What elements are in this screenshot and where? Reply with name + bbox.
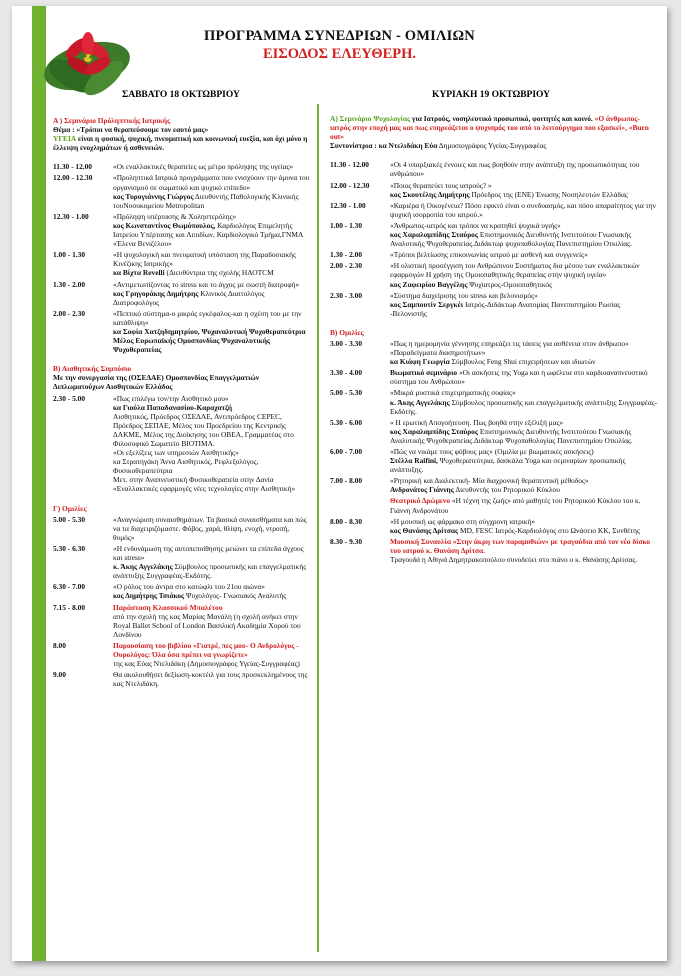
sunday-column (330, 114, 658, 564)
health-definition: ΥΓΕΙΑ είναι η φυσική, ψυχική, πνευματική και κοινωνική ευεξία, και όχι μόνο η έλλειψη ενοχλημάτων ή ασθενειών. (53, 134, 308, 153)
schedule-row: 3.30 - 4.00 Βιωματικό σεμινάριο «Οι ασκήσεις της Yoga και η ωφέλεια στο καρδιοαναπνευστικό σύστημα του Ανθρώπου» (330, 368, 648, 387)
page-title: ΠΡΟΓΡΑΜΜΑ ΣΥΝΕΔΡΙΩΝ - ΟΜΙΛΙΩΝ (204, 28, 475, 44)
schedule-row: Θεατρικό Δρώμενο «Η τέχνη της ζωής» από μαθητές του Ρητορικού Κύκλου του κ. Γιάννη Ανδρονάτου (390, 496, 641, 515)
schedule-row: 5.00 - 5.30 «Αναγνώριση συναισθημάτων. Τα βασικά συναισθήματα και πώς να τα διαχειριζόμαστε. Φόβος, χαρά, θλίψη, ενοχή, ντροπή, θυμός» (53, 514, 307, 542)
schedule-row: 12.00 - 12.30 «Ποιος θεραπεύει τους ιατρούς? » κος Σκουτέλης Δημήτρης Πρόεδρος της (ΕΝΕ) Ένωσης Νοσηλευτών Ελλάδας (330, 180, 628, 199)
schedule-row: 1.30 - 2.00 «Τρόποι βελτίωσης επικοινωνίας ιατρού με ασθενή και συγγενείς» (330, 250, 588, 260)
sunday-heading: ΚΥΡΙΑΚΗ 19 ΟΚΤΩΒΡΙΟΥ (432, 90, 551, 100)
schedule-row: 2.00 - 2.30 «Πεπτικό σύστημα-ο μικρός εγκέφαλος-και η σχέση του με την κατάθλιψη» κα Σοφία Χατζηδημητρίου, Ψυχαναλυτική Ψυχοθεραπεύτρια Μέλος Ευρωπαϊκής Ομοσπονδίας Ψυχαναλυτικής Ψυχοθεραπείας (53, 308, 306, 355)
column-divider (317, 104, 319, 952)
section-a-title: Α) Σεμινάριο Ψυχολογίας για Ιατρούς, νοσηλευτικό προσωπικό, φοιτητές και κοινό. «Ο άνθρωπος-ιατρός στην εποχή μας και πως επηρεάζεται ο ψυχισμός του από το λειτούργημα που εξασκεί», «Burn out» (330, 114, 649, 142)
section-g-title: Γ) Ομιλίες (53, 503, 87, 513)
schedule-row: 1.00 - 1.30 «Η ψυχολογική και πνευματική υπόσταση της Παραδοσιακής Κινέζικης Ιατρικής» κα Βίχτα Revelli (Διευθύντρια της σχολής ΗΑΟTCM (53, 250, 296, 278)
schedule-row: 12.30 - 1.00 «Καριέρα ή Οικογένεια? Πόσο εφικτό είναι ο συνδυασμός, και πόσο απαραίτητος για την ψυχική ισορροπία του ιατρού.» (330, 200, 656, 219)
saturday-heading: ΣΑΒΒΑΤΟ 18 ΟΚΤΩΒΡΙΟΥ (122, 90, 240, 100)
green-side-bar (32, 6, 46, 961)
schedule-row: 8.30 - 9.30 Μουσική Συναυλία «Στην άκρη των παραμυθιών» με τραγούδια από τον νέο δίσκο του ιατρού κ. Θανάση Δρίτσα. Τραγουδά η Αθηνά Δημητρακοπούλου συνοδεύει στο πιάνο ο κ. Θανάσης Δρίτσας. (330, 536, 651, 565)
schedule-row: 12.00 - 12.30 «Προληπτικά Ιατρικά προγράμματα που ενισχύουν την άμυνα του οργανισμού σε σωματικό και ψυχικό επίπεδο» κος Τυρογιάννης Γιώργος Διευθυντής Παθολογικής Κλινικής τουΝοσοκομείου Metropolitan (53, 173, 310, 210)
schedule-row: 6.30 - 7.00 «Ο ρόλος του άντρα στο κατώφλι του 21ου αιώνα» κος Δημήτρης Τσιάκος Ψυχολόγος- Γνωσιακός Αναλυτής (53, 582, 287, 601)
section-b-subtitle: Με την συνεργασία της (ΟΣΕΔΑΕ) Ομοσπονδίας Επαγγελματιών Διπλωματούχων Αισθητικών Ελλάδος (53, 373, 260, 392)
schedule-row: 11.30 - 12.00 «Οι 4 υπαρξιακές έννοιες και πως βοηθούν στην ανάπτυξη της προσωπικότητας του ανθρώπου» (330, 160, 640, 179)
schedule-row: 1.30 - 2.00 «Αντιμετωπίζοντας το stress και το άγχος με σωστή διατροφή» κος Γρηγοράκης Δημήτρης Κλινικός Διαιτολόγος Διατροφολόγος (53, 279, 300, 307)
schedule-row: 8.00 - 8.30 «Η μουσική ως φάρμακο στη σύγχρονη ιατρική» κος Θανάσης Δρίτσας MD, FESC Ιατρός-Καρδιολόγος στο Ωνάσειο ΚΚ, Συνθέτης (330, 516, 640, 535)
schedule-row: 5.30 - 6.30 «Η ενδυνάμωση της αυτοπεποίθησης μειώνει τα επίπεδα άγχους και stress» κ. Άκης Αγγελάκης Σύμβουλος προσωπικής και επαγγελματικής ανάπτυξης Συγγραφέας-Εκδότης. (53, 543, 307, 581)
coordinator: Συντονίστρια : κα Ντελιδάκη Εύα Δημοσιογράφος Υγείας-Συγγραφέας (330, 141, 547, 151)
saturday-column (53, 114, 311, 688)
schedule-row: 3.00 - 3.30 «Πως η ημερομηνία γέννησης επηρεάζει τις τάσεις για ασθένεια στον άνθρωπο» «Παραδείγματα διασημοτήτων» κα Κιάφη Γεωργία Σύμβουλος Feng Shui επιχειρήσεων και ιδιωτών (330, 338, 629, 367)
schedule-row: 8.00 Παρουσίαση του βιβλίου «Γιατρέ, πες μου- Ο Ανδρολόγος - Ουρολόγος: Όλα όσα πρέπει να γνωρίζετε» της κας Εύας Ντελιδάκη (Δημοσιογράφος Υγείας-Συγγραφέας) (53, 640, 300, 669)
schedule-row: 7.15 - 8.00 Παράσταση Κλασσικού Μπαλέτου από την σχολή της κας Μαρίας Μανάλη (η σχολή ανήκει στην Royal Ballet School of London Βασιλική Ακαδημία Χορού του Λονδίνου (53, 602, 301, 639)
schedule-row: 5.30 - 6.00 « Η ερωτική Απογοήτευση. Πως βοηθά στην εξέλιξή μας» κος Χαραλαμπίδης Σταύρος Επιστημονικός Διευθυντής Ινστιτούτου Γνωσιακής Αναλυτικής Ψυχοθεραπείας.Διδάκτωρ Ψυχοπαθολογίας Πανεπιστημίου Οτκιλίας. (330, 417, 633, 445)
schedule-row: 2.00 - 2.30 «Η ολιστική προσέγγιση του Ανθρώπινου Συστήματος δια μέσου των εναλλακτικών εφαρμογών Η χρήση της Ομοιοπαθητικής θεραπείας στην ψυχική υγεία» κος Ζαφειρίου Βαγγέλης Ψυχίατρος-Ομοιοπαθητικός (330, 261, 640, 289)
schedule-row: 11.30 - 12.00 «Οι εναλλακτικές θεραπείες ως μέτρο πρόληψης της υγείας» (53, 162, 294, 172)
schedule-row: 12.30 - 1.00 «Πρόληψη υπέρτασης & Χοληστερόλης» κος Κωνσταντίνος Θωμόπουλος, Καρδιολόγος Επιμελητής Ιατρείου Υπέρτασης και Λιπιδίων, Καρδιολογικό Τμήμα,ΓΝΜΑ «Έλενα Βενιζέλου» (53, 211, 303, 249)
page-subtitle: ΕΙΣΟΔΟΣ ΕΛΕΥΘΕΡΗ. (262, 46, 417, 62)
schedule-row: 6.00 - 7.00 «Πώς να νικάμε τους φόβους μας» (Ομιλία με βιωματικές ασκήσεις) Στέλλα Raifini, Ψυχοθεραπεύτρια, δασκάλα Yoga και σεμιναρίων προσωπικής ανάπτυξης. (330, 447, 626, 475)
schedule-row: 2.30 - 3.00 «Σύστημα διαχείρισης του stress και βελονισμός» κος Σαμπουτίν Σεργκέι Ιατρός-Διδάκτωρ Ανατομίας Πανεπιστημίου Ρωσίας -Βελονιστής (330, 290, 621, 318)
section-b-title: Β) Αισθητικής Συμπόσιο (53, 364, 132, 374)
section-a-theme: Θέμα : «Τρόποι να θεραπεύσουμε τον εαυτό μας» (53, 125, 209, 135)
schedule-row: 7.00 - 8.00 «Ρητορική και Διαλεκτική- Μία διαχρονική θεραπευτική μέθοδος» Ανδρονάτος Γιάννης Διευθυντής του Ρητορικού Κύκλου (330, 476, 589, 495)
program-page (12, 6, 667, 961)
section-b-title: Β) Ομιλίες (330, 327, 364, 337)
section-a-title: Α ) Σεμινάριο Πρόληπτικής Ιατρικής (53, 116, 171, 125)
schedule-row: 5.00 - 5.30 «Μικρά μυστικά επιχειρηματικής σοφίας» κ. Άκης Αγγελάκης Σύμβουλος προσωπικής και επαγγελματικής ανάπτυξης Συγγραφέας-Εκδότης. (330, 388, 658, 416)
schedule-row: 9.00 Θα ακολουθήσει δεξίωση-κοκτέιλ για τους προσκεκλημένους της κας Ντελιδάκη. (53, 670, 308, 689)
schedule-row: 2.30 - 5.00 «Πως επιλέγω τον/την Αισθητικό μου» κα Γιούλα Παπαδανασίου-Καραχατζή Αισθητικός, Πρόεδρος ΟΣΕΔΑΕ, Αντιπρόεδρος CEPEC, Πρόεδρος ΣΕΠΑΕ, Μέλος του Προεδρείου της Κεντρικής ΔΑΚΜΕ, Μέλος της Διοίκησης του ΟΒΕΑ, Γραμματέας στο Φιλοσοφικό Σωματείο ΒΙΟΤΙΜΑ. «Οι εξελίξεις των υπηρεσιών Αισθητικής» κα Στρατηγάκη Άννα Αισθητικός, Ρεφλεξολόγος, Φυσικοθεραπεύτρια Μετ. στην Αναπνευστική Φυσικοθεραπεία στην Δανία «Εναλλακτικές εφαρμογές νέες τεχνολογίες στην Αισθητική» (53, 393, 296, 494)
schedule-row: 1.00 - 1.30 «Άνθρωπος-ιατρός και τρόποι να κρατηθεί ψυχικά υγιής» κος Χαραλαμπίδης Σταύρος Επιστημονικός Διευθυντής Ινστιτούτου Γνωσιακής Αναλυτικής Ψυχοθεραπείας.Διδάκτωρ ψυχοπαθολογίας Πανεπιστημίου Οτκιλίας. (330, 220, 632, 249)
